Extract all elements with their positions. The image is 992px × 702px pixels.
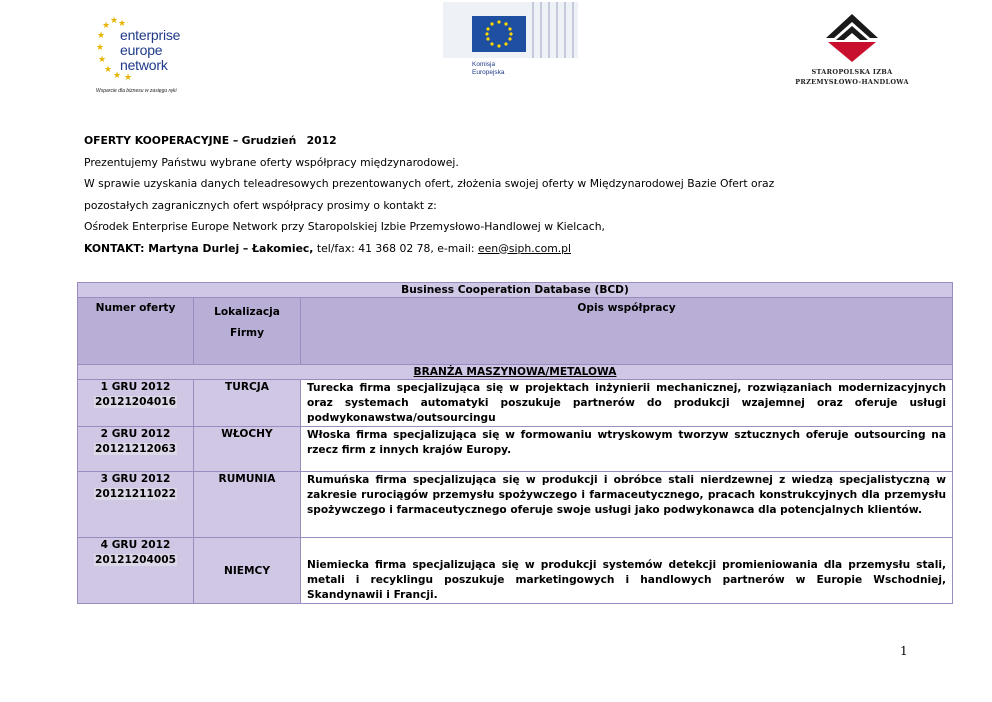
offer-reference: 20121204005	[94, 554, 177, 567]
table-header-row	[78, 298, 953, 365]
offer-number-cell	[78, 427, 194, 472]
eu-label	[472, 61, 505, 77]
svg-text:★: ★	[113, 71, 122, 81]
european-commission-logo	[443, 2, 578, 86]
title-part-a: OFERTY KOOPERACYJNE –	[84, 134, 239, 147]
offer-date: 3 GRU 2012	[100, 473, 171, 486]
offer-reference: 20121211022	[94, 488, 177, 501]
intro-line-1: Prezentujemy Państwu wybrane oferty współpracy międzynarodowej.	[84, 155, 459, 169]
description-cell: Włoska firma specjalizująca się w formowaniu wtryskowym tworzyw sztucznych oferuje outsourcing na rzecz firm z innych krajów Europy.	[301, 427, 953, 472]
header-offer-number: Numer oferty	[78, 298, 194, 365]
svg-text:★: ★	[96, 43, 105, 53]
table-row	[78, 538, 953, 604]
header-location-line2: Firmy	[229, 327, 265, 339]
header-description: Opis współpracy	[301, 298, 953, 365]
header-location	[194, 298, 301, 365]
een-line2: europe	[120, 42, 163, 58]
een-wordmark	[120, 28, 180, 73]
svg-text:★: ★	[98, 55, 107, 65]
intro-block	[84, 130, 774, 259]
page-number: 1	[900, 644, 908, 658]
header-location-line1: Lokalizacja	[214, 306, 280, 318]
section-row	[78, 365, 953, 380]
offers-table	[77, 282, 953, 604]
svg-text:★: ★	[102, 21, 111, 31]
svg-text:★: ★	[104, 65, 113, 75]
description-cell: Niemiecka firma specjalizująca się w produkcji systemów detekcji promieniowania dla przemysłu stali, metali i recyklingu poszukuje marketingowych i handlowych partnerów w Europie Wschodniej, Skandynawii i Francji.	[301, 538, 953, 604]
contact-line	[84, 238, 774, 260]
table-caption: Business Cooperation Database (BCD)	[78, 283, 953, 298]
svg-text:★: ★	[97, 31, 106, 41]
een-line1: enterprise	[120, 27, 181, 43]
svg-text:★: ★	[110, 16, 119, 26]
offer-number-cell	[78, 538, 194, 604]
offer-reference: 20121212063	[94, 443, 177, 456]
siph-name	[782, 67, 922, 87]
contact-email-link[interactable]: een@siph.com.pl	[477, 241, 571, 255]
offer-number-cell	[78, 380, 194, 427]
offer-date: 2 GRU 2012	[100, 428, 171, 441]
siph-name-line2: PRZEMYSŁOWO-HANDLOWA	[795, 78, 909, 86]
intro-line-2: W sprawie uzyskania danych teleadresowych prezentowanych ofert, złożenia swojej oferty w Międzynarodowej Bazie Ofert oraz	[84, 177, 775, 190]
svg-text:★: ★	[124, 73, 133, 83]
table-row	[78, 427, 953, 472]
svg-text:★: ★	[118, 19, 127, 29]
title-year: 2012	[306, 134, 337, 147]
table-row	[78, 472, 953, 538]
siph-name-line1: STAROPOLSKA IZBA	[811, 68, 893, 76]
intro-line-3: pozostałych zagranicznych ofert współpracy prosimy o kontakt z:	[84, 198, 437, 212]
siph-emblem-icon	[824, 12, 880, 64]
contact-label: KONTAKT: Martyna Durlej – Łakomiec,	[84, 241, 314, 255]
description-cell: Rumuńska firma specjalizująca się w produkcji i obróbce stali nierdzewnej z wiedzą specjalistyczną w zakresie rurociągów przemysłu spożywczego i farmaceutycznego, pracach konstrukcyjnych dla przemysłu spożywczego i farmaceutycznego oferuje swoje usługi jako podwykonawca dla potencjalnych klientów.	[301, 472, 953, 538]
description-cell: Turecka firma specjalizująca się w projektach inżynierii mechanicznej, rozwiązaniach modernizacyjnych oraz systemach automatyki poszukuje partnerów do produkcji wzajemnej oraz oferuje usługi podwykonawstwa/outsourcingu	[301, 380, 953, 427]
een-logo	[96, 14, 196, 100]
country-cell: TURCJA	[194, 380, 301, 427]
eu-label-line2: Europejska	[472, 69, 505, 76]
country-cell: RUMUNIA	[194, 472, 301, 538]
intro-line-4: Ośrodek Enterprise Europe Network przy Staropolskiej Izbie Przemysłowo-Handlowej w Kielcach,	[84, 220, 605, 233]
offer-number-cell	[78, 472, 194, 538]
title-month: Grudzień	[241, 134, 297, 147]
section-title: BRANŻA MASZYNOWA/METALOWA	[78, 365, 953, 380]
eu-label-line1: Komisja	[472, 61, 496, 68]
table-row	[78, 380, 953, 427]
contact-phone: tel/fax: 41 368 02 78, e-mail:	[316, 241, 475, 255]
document-title	[84, 130, 774, 152]
country-cell: NIEMCY	[194, 538, 301, 604]
country-cell: WŁOCHY	[194, 427, 301, 472]
een-tagline: Wsparcie dla biznesu w zasięgu ręki	[96, 88, 177, 94]
table-caption-row	[78, 283, 953, 298]
offer-reference: 20121204016	[94, 396, 177, 408]
een-line3: network	[120, 57, 168, 73]
eu-flag-icon	[443, 2, 578, 60]
offer-date: 1 GRU 2012	[100, 381, 171, 393]
offer-date: 4 GRU 2012	[100, 539, 171, 552]
siph-logo	[782, 12, 922, 92]
